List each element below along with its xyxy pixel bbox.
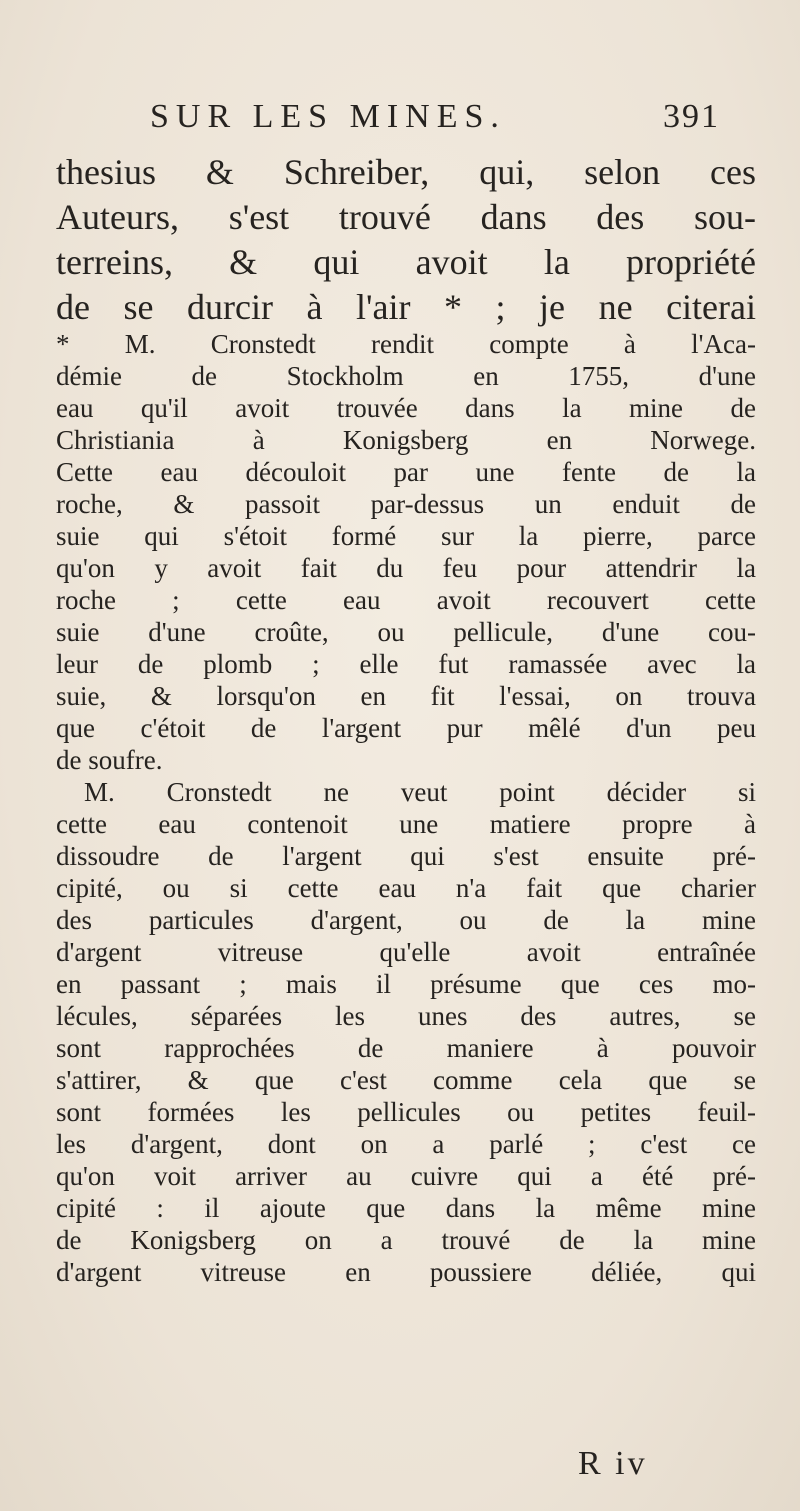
footnote-line: M. Cronstedt ne veut point décider si (84, 777, 756, 807)
footnote-line: démie de Stockholm en 1755, d'une (56, 361, 756, 391)
main-text (56, 150, 756, 330)
footnote-line: de Konigsberg on a trouvé de la mine (56, 1225, 756, 1255)
running-head: SUR LES MINES. (150, 98, 506, 135)
footnote-line: les d'argent, dont on a parlé ; c'est ce (56, 1129, 756, 1159)
footnote-line: cipité : il ajoute que dans la même mine (56, 1193, 756, 1223)
text-line: thesius & Schreiber, qui, selon ces (56, 152, 756, 192)
footnote-line: s'attirer, & que c'est comme cela que se (56, 1065, 756, 1095)
footnote-line: des particules d'argent, ou de la mine (56, 905, 756, 935)
footnote-line: en passant ; mais il présume que ces mo- (56, 969, 756, 999)
footnote-line: suie qui s'étoit formé sur la pierre, parce (56, 521, 756, 551)
signature-mark: R iv (578, 1445, 648, 1482)
footnote-line: de soufre. (56, 745, 163, 775)
footnote-line: qu'on y avoit fait du feu pour attendrir la (56, 553, 756, 583)
footnote-line: d'argent vitreuse en poussiere déliée, qui (56, 1257, 756, 1287)
footnote-line: * M. Cronstedt rendit compte à l'Aca- (56, 329, 756, 359)
page-header (150, 98, 720, 148)
footnote-line: leur de plomb ; elle fut ramassée avec la (56, 649, 756, 679)
footnote-line: lécules, séparées les unes des autres, se (56, 1001, 756, 1031)
footnote-line: sont formées les pellicules ou petites feuil- (56, 1097, 756, 1127)
footnote-line: suie d'une croûte, ou pellicule, d'une cou- (56, 617, 756, 647)
text-line: Auteurs, s'est trouvé dans des sou- (56, 197, 756, 237)
footnote-line: suie, & lorsqu'on en fit l'essai, on trouva (56, 681, 756, 711)
page-number: 391 (663, 98, 720, 135)
footnote-line: eau qu'il avoit trouvée dans la mine de (56, 393, 756, 423)
footnote-line: sont rapprochées de maniere à pouvoir (56, 1033, 756, 1063)
footnote-line: d'argent vitreuse qu'elle avoit entraînée (56, 937, 756, 967)
footnote-line: roche, & passoit par-dessus un enduit de (56, 489, 756, 519)
text-line: de se durcir à l'air * ; je ne citerai (56, 287, 756, 327)
footnote-line: qu'on voit arriver au cuivre qui a été pré- (56, 1161, 756, 1191)
footnote-line: cette eau contenoit une matiere propre à (56, 809, 756, 839)
footnote-line: roche ; cette eau avoit recouvert cette (56, 585, 756, 615)
footnote-line: cipité, ou si cette eau n'a fait que charier (56, 873, 756, 903)
footnote-line: Christiania à Konigsberg en Norwege. (56, 425, 756, 455)
text-line: terreins, & qui avoit la propriété (56, 242, 756, 282)
footnote-line: Cette eau découloit par une fente de la (56, 457, 756, 487)
footnote-line: que c'étoit de l'argent pur mêlé d'un peu (56, 713, 756, 743)
footnote-line: dissoudre de l'argent qui s'est ensuite pré- (56, 841, 756, 871)
footnote (56, 328, 756, 1288)
